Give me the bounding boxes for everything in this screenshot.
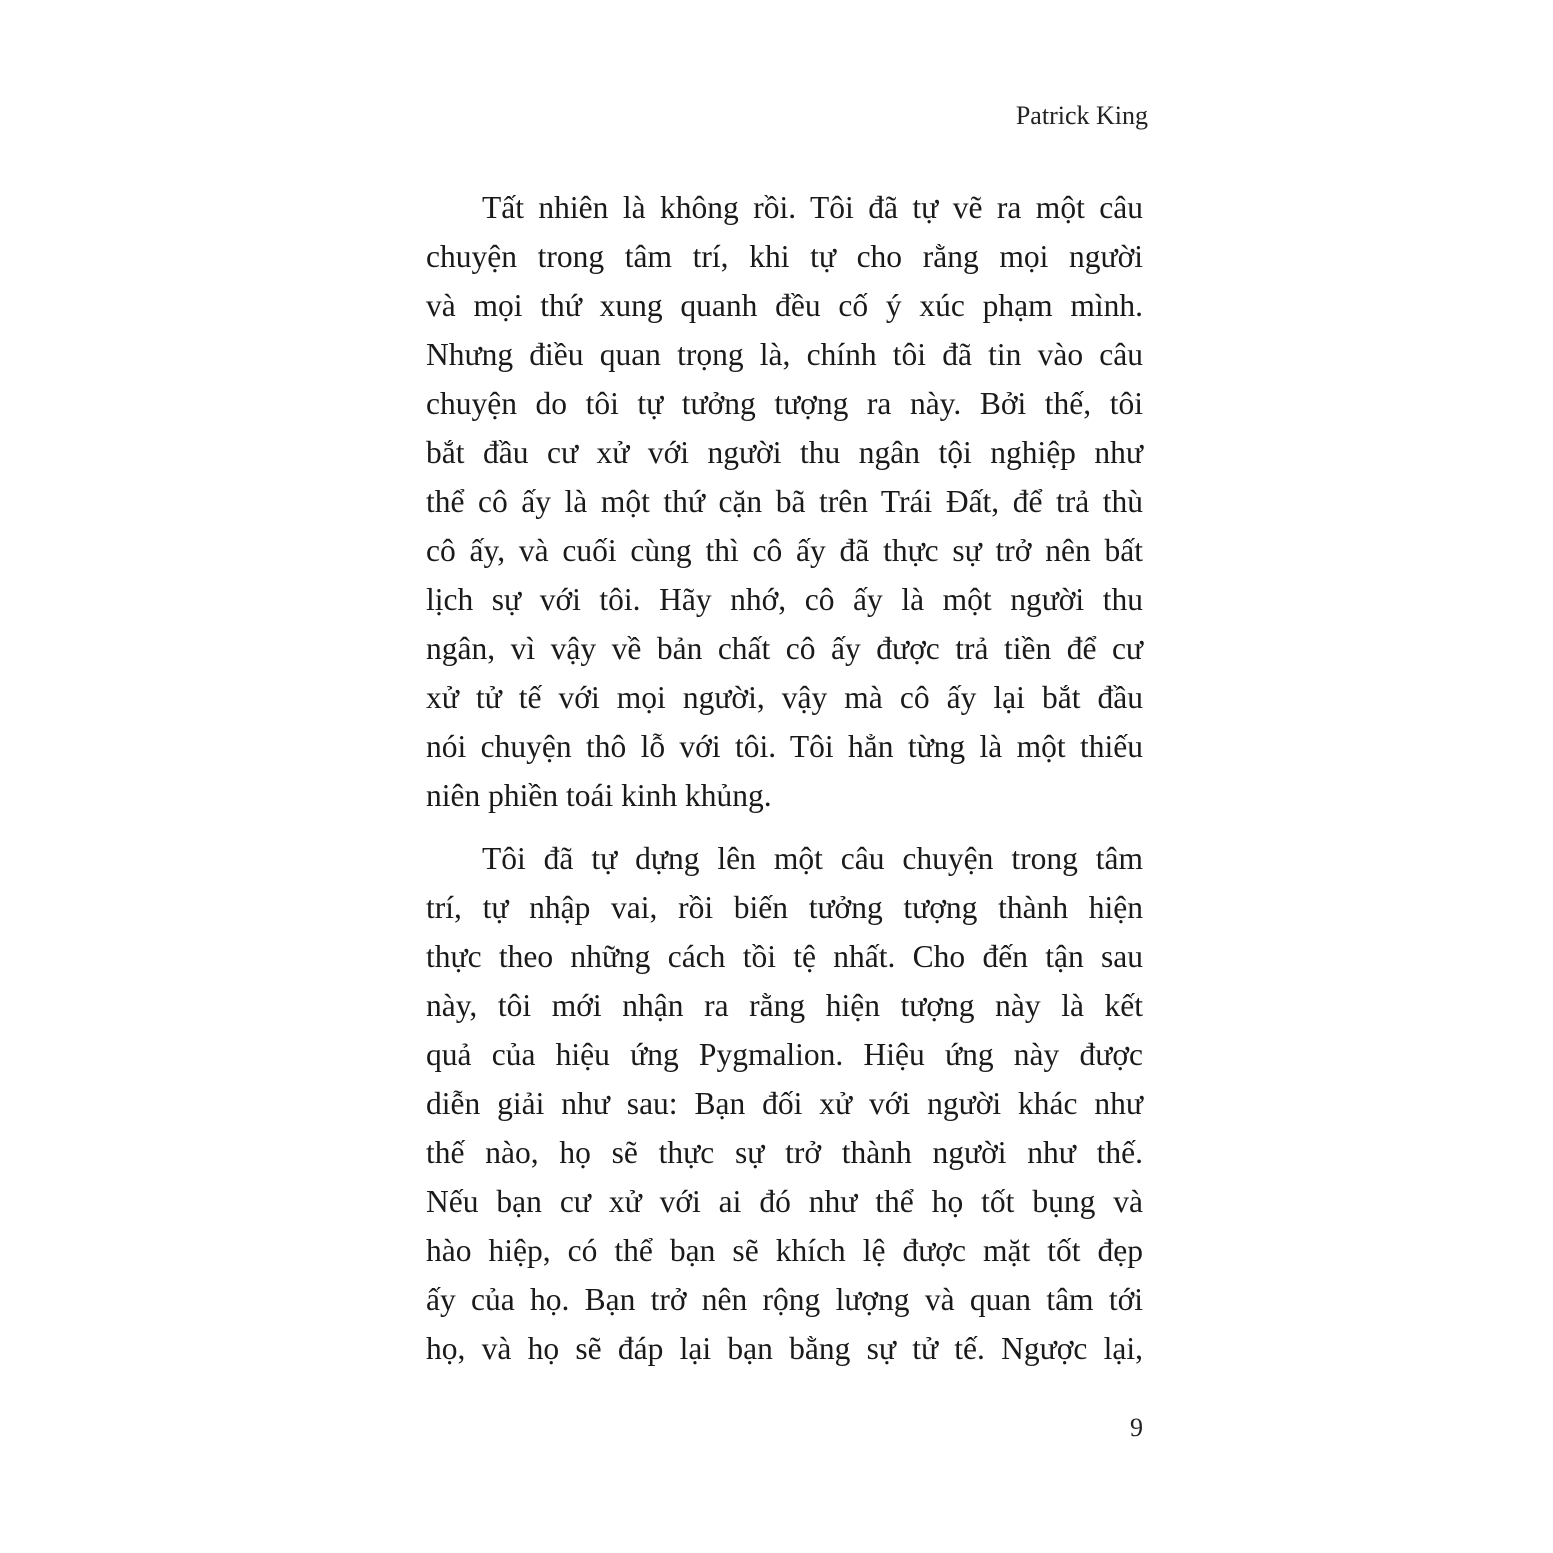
text-line: trí, tự nhập vai, rồi biến tưởng tượng thành hiện bbox=[426, 890, 1143, 925]
text-line: ấy của họ. Bạn trở nên rộng lượng và quan tâm tới bbox=[426, 1282, 1143, 1317]
page-number: 9 bbox=[1130, 1413, 1143, 1442]
text-line: chuyện trong tâm trí, khi tự cho rằng mọi người bbox=[426, 239, 1143, 274]
text-line: nói chuyện thô lỗ với tôi. Tôi hẳn từng là một thiếu bbox=[426, 729, 1143, 764]
paragraph-2 bbox=[426, 834, 1143, 1373]
text-line: bắt đầu cư xử với người thu ngân tội nghiệp như bbox=[426, 435, 1143, 470]
text-line: họ, và họ sẽ đáp lại bạn bằng sự tử tế. Ngược lại, bbox=[426, 1331, 1143, 1366]
text-line: Nhưng điều quan trọng là, chính tôi đã tin vào câu bbox=[426, 337, 1143, 372]
text-line: ngân, vì vậy về bản chất cô ấy được trả tiền để cư bbox=[426, 631, 1143, 666]
paragraph-1 bbox=[426, 183, 1143, 820]
text-line: và mọi thứ xung quanh đều cố ý xúc phạm mình. bbox=[426, 288, 1143, 323]
text-line: Nếu bạn cư xử với ai đó như thể họ tốt bụng và bbox=[426, 1184, 1143, 1219]
text-line: diễn giải như sau: Bạn đối xử với người khác như bbox=[426, 1086, 1143, 1121]
text-line: chuyện do tôi tự tưởng tượng ra này. Bởi thế, tôi bbox=[426, 386, 1143, 421]
running-header-author: Patrick King bbox=[1015, 101, 1148, 130]
text-line: lịch sự với tôi. Hãy nhớ, cô ấy là một người thu bbox=[426, 582, 1143, 617]
text-line: thể cô ấy là một thứ cặn bã trên Trái Đất, để trả thù bbox=[426, 484, 1143, 519]
text-line: Tất nhiên là không rồi. Tôi đã tự vẽ ra một câu bbox=[482, 190, 1143, 225]
text-line: thực theo những cách tồi tệ nhất. Cho đến tận sau bbox=[426, 939, 1143, 974]
text-line: xử tử tế với mọi người, vậy mà cô ấy lại bắt đầu bbox=[426, 680, 1143, 715]
text-line: quả của hiệu ứng Pygmalion. Hiệu ứng này được bbox=[426, 1037, 1143, 1072]
text-line: này, tôi mới nhận ra rằng hiện tượng này là kết bbox=[426, 988, 1143, 1023]
text-line: thế nào, họ sẽ thực sự trở thành người như thế. bbox=[426, 1135, 1143, 1170]
text-line: hào hiệp, có thể bạn sẽ khích lệ được mặt tốt đẹp bbox=[426, 1233, 1143, 1268]
text-line: Tôi đã tự dựng lên một câu chuyện trong tâm bbox=[482, 841, 1143, 876]
body-text bbox=[426, 183, 1143, 1387]
text-line: niên phiền toái kinh khủng. bbox=[426, 778, 772, 813]
text-line: cô ấy, và cuối cùng thì cô ấy đã thực sự trở nên bất bbox=[426, 533, 1143, 568]
